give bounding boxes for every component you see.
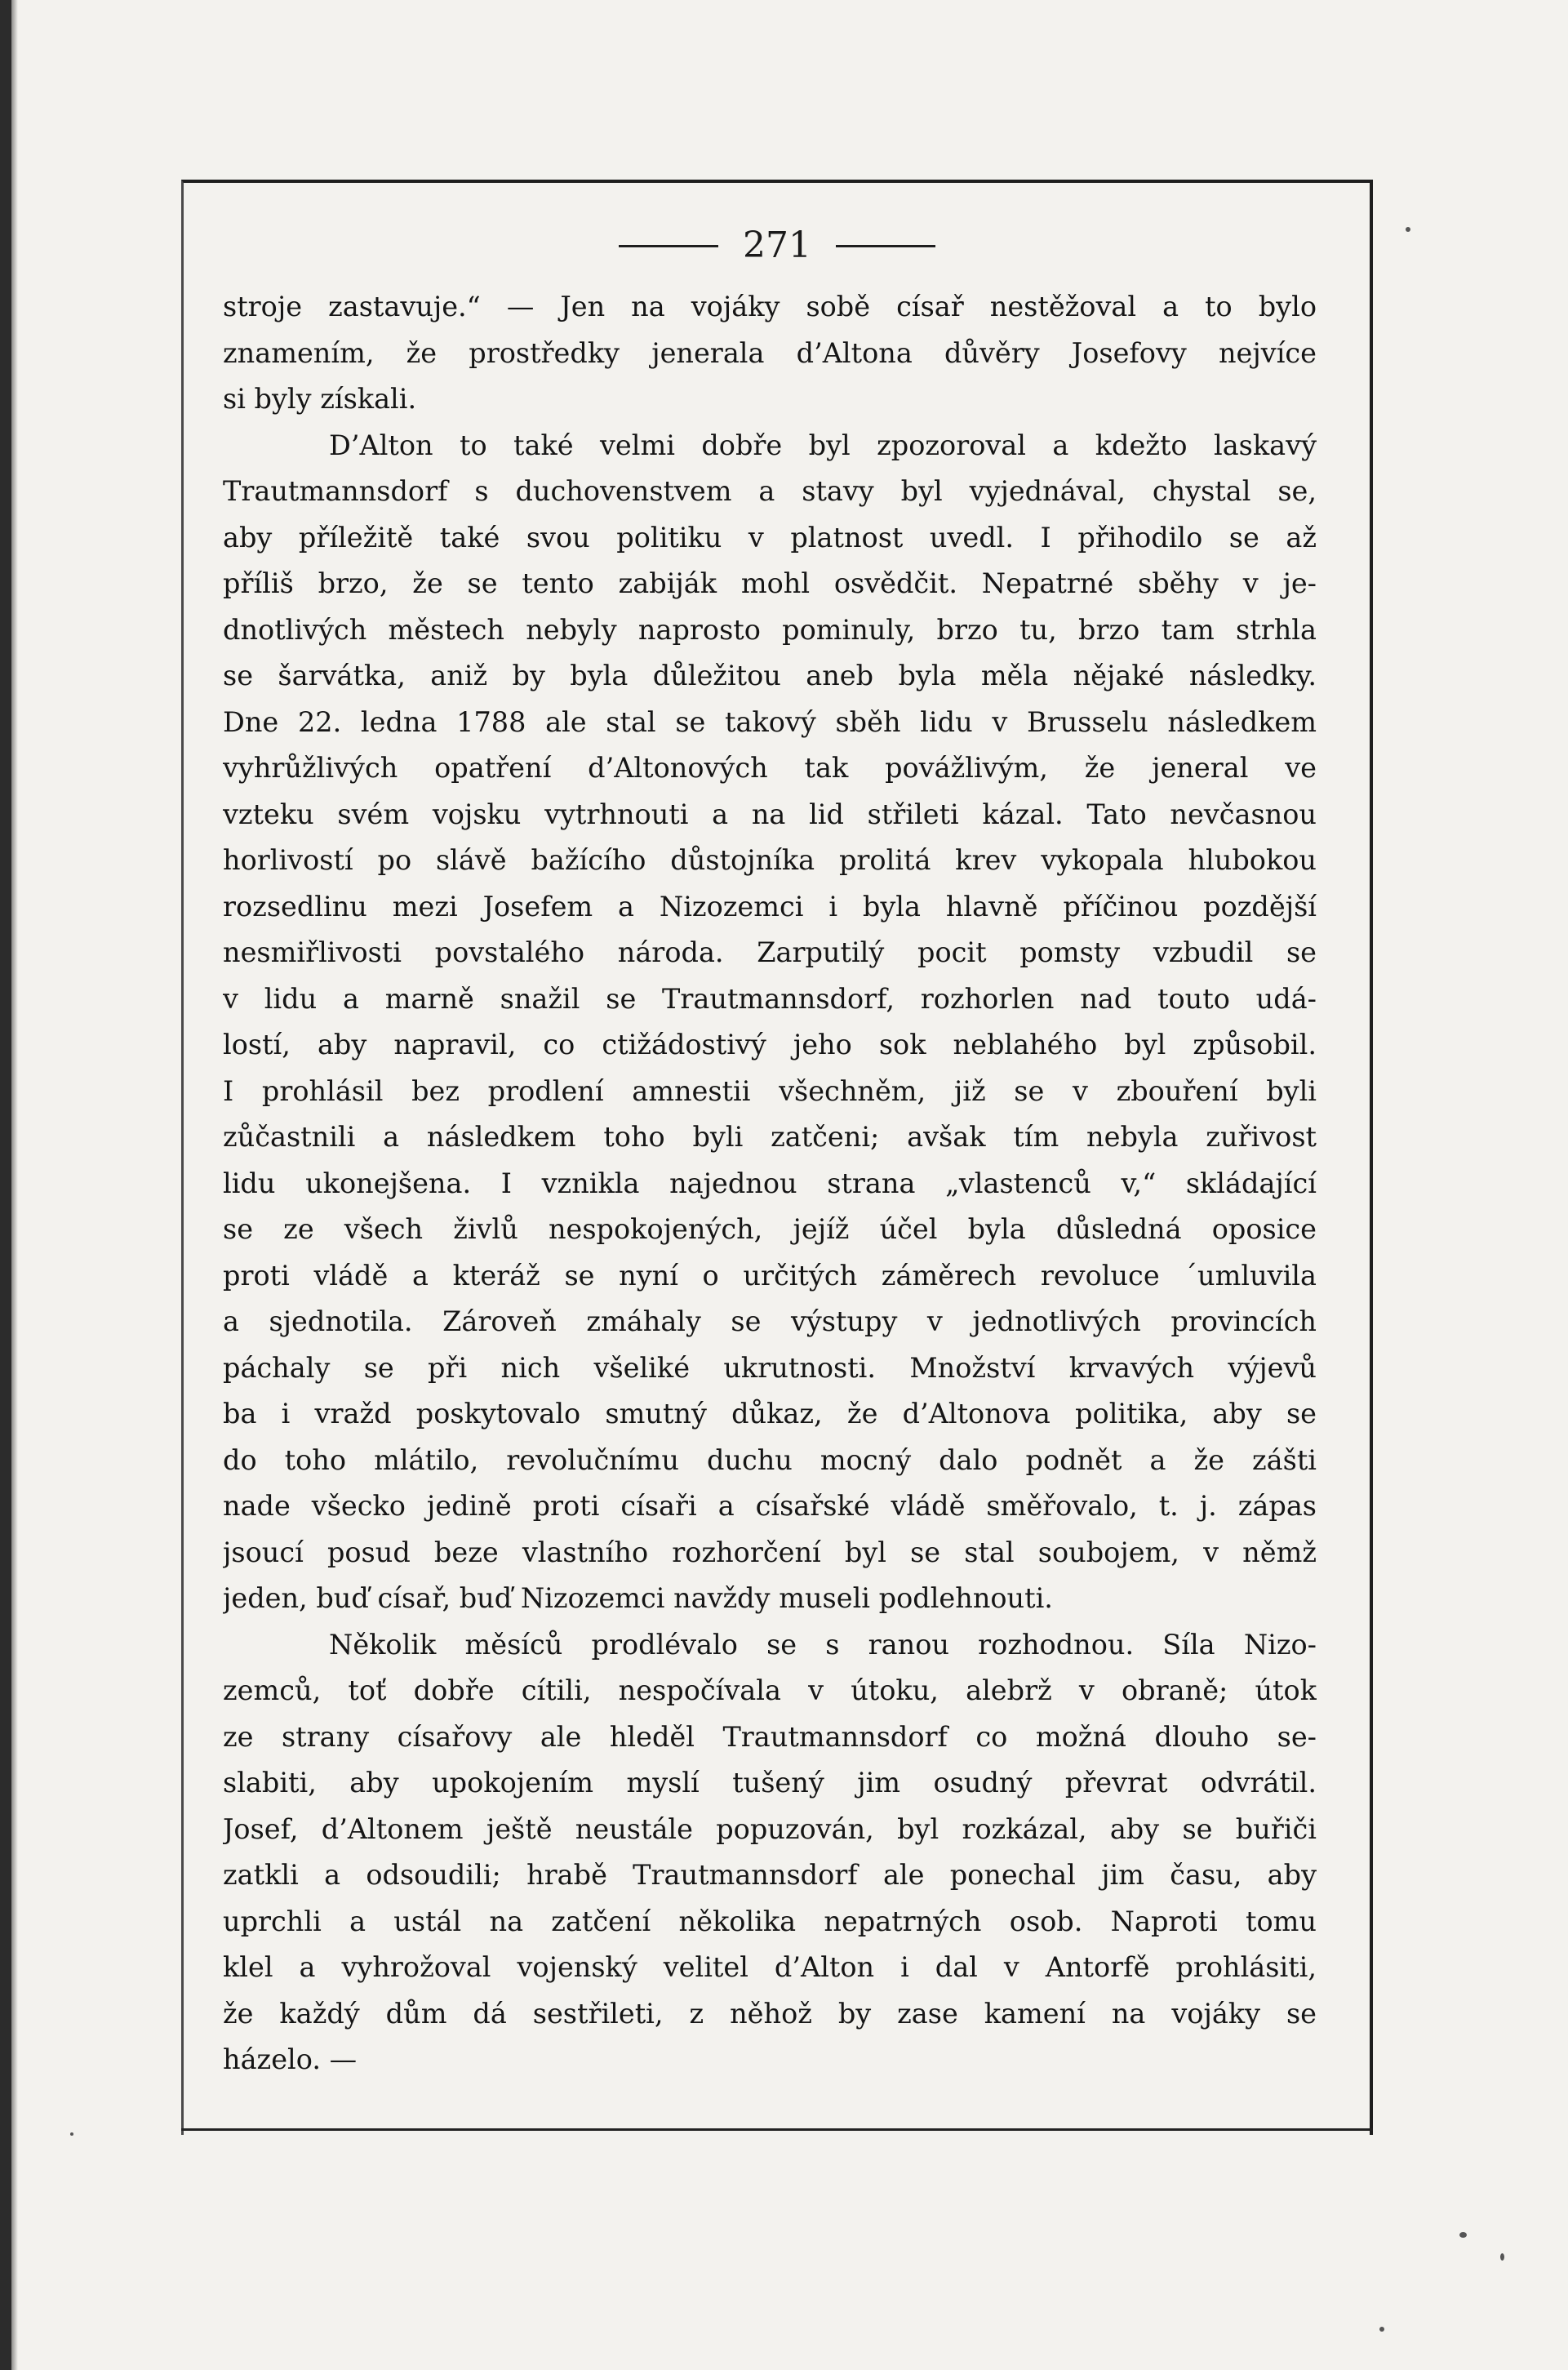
text-line: ze strany císařovy ale hleděl Trautmannsdorf co možná dlouho se- <box>223 1720 1317 1753</box>
scan-speck <box>70 2132 73 2136</box>
scan-speck <box>1459 2232 1467 2238</box>
text-line: ba i vražd poskytovalo smutný důkaz, že d’Altonova politika, aby se <box>223 1398 1317 1430</box>
text-line: stroje zastavuje.“ — Jen na vojáky sobě císař nestěžoval a to bylo <box>223 291 1317 322</box>
text-line: D’Alton to také velmi dobře byl zpozoroval a kdežto laskavý <box>329 429 1317 461</box>
text-line: Dne 22. ledna 1788 ale stal se takový sběh lidu v Brusselu následkem <box>223 705 1317 738</box>
page-frame-bottom-rule <box>181 2128 1373 2131</box>
text-line: nesmiřlivosti povstalého národa. Zarputilý pocit pomsty vzbudil se <box>223 936 1317 968</box>
text-line: že každý dům dá sestřileti, z něhož by zase kamení na vojáky se <box>223 1997 1317 2030</box>
text-line: I prohlásil bez prodlení amnestii všechněm, již se v zbouření byli <box>223 1074 1317 1107</box>
page-number: 271 <box>743 225 811 266</box>
text-line: proti vládě a kteráž se nyní o určitých záměrech revoluce ´umluvila <box>223 1259 1317 1292</box>
scan-speck <box>1379 2327 1384 2332</box>
text-line: dnotlivých městech nebyly naprosto pominuly, brzo tu, brzo tam strhla <box>223 613 1317 646</box>
header-rule-right <box>836 245 935 247</box>
text-line: Několik měsíců prodlévalo se s ranou rozhodnou. Síla Nizo- <box>329 1628 1317 1661</box>
header-rule-left <box>619 245 718 247</box>
body-text <box>223 284 1317 2083</box>
text-line: klel a vyhrožoval vojenský velitel d’Alton i dal v Antorfě prohlásiti, <box>223 1951 1317 1983</box>
scan-left-edge <box>0 0 11 2370</box>
text-line: Josef, d’Altonem ještě neustále popuzován, byl rozkázal, aby se buřiči <box>223 1812 1317 1845</box>
text-line: jeden, buď císař, buď Nizozemci navždy museli podlehnouti. <box>223 1582 1053 1614</box>
text-line: páchaly se při nich všeliké ukrutnosti. Množství krvavých výjevů <box>223 1351 1317 1384</box>
text-line: horlivostí po slávě bažícího důstojníka prolitá krev vykopala hlubokou <box>223 844 1317 876</box>
text-line: lostí, aby napravil, co ctižádostivý jeho sok neblahého byl způsobil. <box>223 1029 1317 1060</box>
text-line: znamením, že prostředky jenerala d’Altona důvěry Josefovy nejvíce <box>223 336 1317 369</box>
text-line: házelo. — <box>223 2043 358 2075</box>
scan-left-edge-shadow <box>11 0 18 2370</box>
text-line: uprchli a ustál na zatčení několika nepatrných osob. Naproti tomu <box>223 1905 1317 1937</box>
text-line: se ze všech živlů nespokojených, jejíž účel byla důsledná oposice <box>223 1213 1317 1245</box>
text-line: vyhrůžlivých opatření d’Altonových tak povážlivým, že jeneral ve <box>223 752 1317 784</box>
scan-speck <box>1406 227 1410 232</box>
text-line: zemců, toť dobře cítili, nespočívala v útoku, alebrž v obraně; útok <box>223 1674 1317 1706</box>
text-line: aby příležitě také svou politiku v platnost uvedl. I přihodilo se až <box>223 521 1317 554</box>
scan-speck <box>1500 2253 1504 2261</box>
text-line: jsoucí posud beze vlastního rozhorčení byl se stal soubojem, v němž <box>223 1536 1317 1568</box>
text-line: příliš brzo, že se tento zabiják mohl osvědčit. Nepatrné sběhy v je- <box>223 567 1317 599</box>
page-header <box>181 219 1373 273</box>
text-line: nade všecko jedině proti císaři a císařské vládě směřovalo, t. j. zápas <box>223 1490 1317 1522</box>
text-line: do toho mlátilo, revolučnímu duchu mocný dalo podnět a že zášti <box>223 1443 1317 1476</box>
text-line: lidu ukonejšena. I vznikla najednou strana „vlastenců v,“ skládající <box>223 1167 1317 1199</box>
text-line: Trautmannsdorf s duchovenstvem a stavy byl vyjednával, chystal se, <box>223 475 1317 507</box>
text-line: a sjednotila. Zároveň zmáhaly se výstupy v jednotlivých provincích <box>223 1305 1317 1337</box>
text-line: slabiti, aby upokojením myslí tušený jim osudný převrat odvrátil. <box>223 1767 1317 1799</box>
text-line: zatkli a odsoudili; hrabě Trautmannsdorf ale ponechal jim času, aby <box>223 1859 1317 1891</box>
text-line: se šarvátka, aniž by byla důležitou aneb byla měla nějaké následky. <box>223 660 1317 691</box>
text-line: si byly získali. <box>223 383 417 415</box>
text-line: zůčastnili a následkem toho byli zatčeni; avšak tím nebyla zuřivost <box>223 1121 1317 1153</box>
text-line: v lidu a marně snažil se Trautmannsdorf, rozhorlen nad touto udá- <box>223 982 1317 1015</box>
text-line: rozsedlinu mezi Josefem a Nizozemci i byla hlavně příčinou pozdější <box>223 890 1317 923</box>
text-line: vzteku svém vojsku vytrhnouti a na lid střileti kázal. Tato nevčasnou <box>223 798 1317 830</box>
